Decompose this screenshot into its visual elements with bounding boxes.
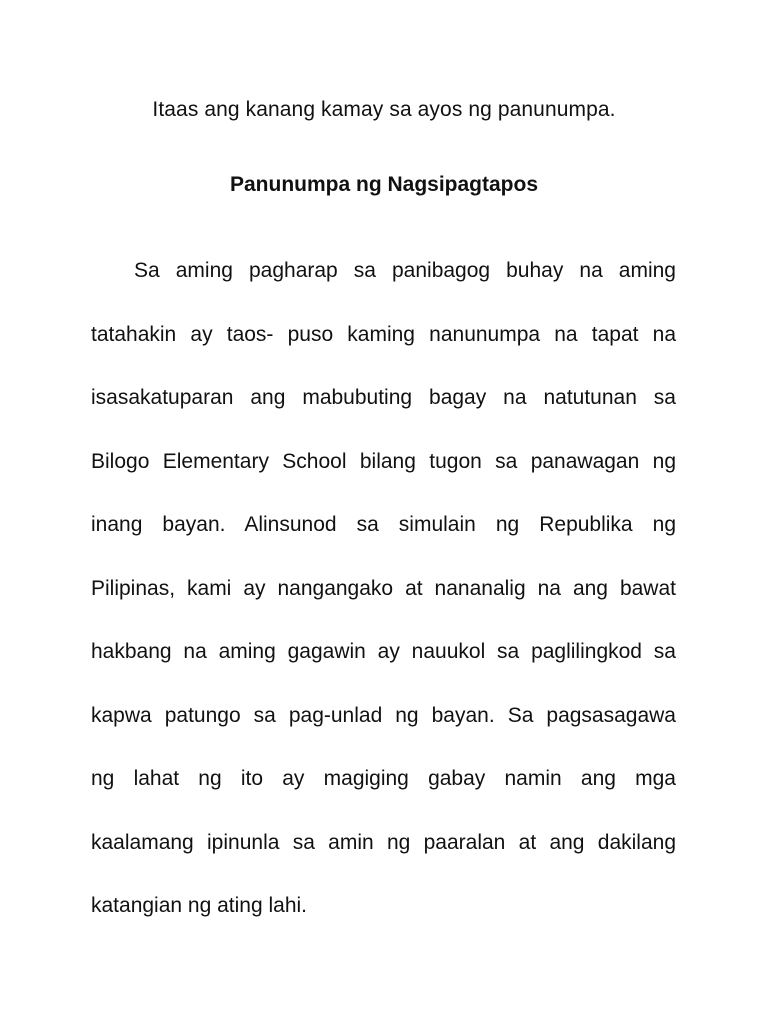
- oath-line: Bilogo Elementary School bilang tugon sa panawagan ng: [91, 449, 676, 473]
- oath-title: Panunumpa ng Nagsipagtapos: [229, 173, 539, 196]
- oath-line: tatahakin ay taos- puso kaming nanunumpa na tapat na: [91, 322, 676, 346]
- oath-body: [91, 239, 676, 938]
- oath-line: Pilipinas, kami ay nangangako at nananalig na ang bawat: [91, 576, 676, 600]
- oath-line: ng lahat ng ito ay magiging gabay namin ang mga: [91, 767, 676, 790]
- oath-line: katangian ng ating lahi.: [91, 894, 307, 917]
- oath-line: hakbang na aming gagawin ay nauukol sa paglilingkod sa: [91, 640, 676, 663]
- oath-line: inang bayan. Alinsunod sa simulain ng Republika ng: [91, 513, 676, 536]
- instruction-text: Itaas ang kanang kamay sa ayos ng panunumpa.: [152, 98, 616, 121]
- oath-line: isasakatuparan ang mabubuting bagay na natutunan sa: [91, 386, 676, 409]
- oath-line: kapwa patungo sa pag-unlad ng bayan. Sa pagsasagawa: [91, 703, 676, 727]
- oath-line: Sa aming pagharap sa panibagog buhay na aming: [134, 259, 676, 282]
- oath-line: kaalamang ipinunla sa amin ng paaralan at ang dakilang: [91, 830, 676, 854]
